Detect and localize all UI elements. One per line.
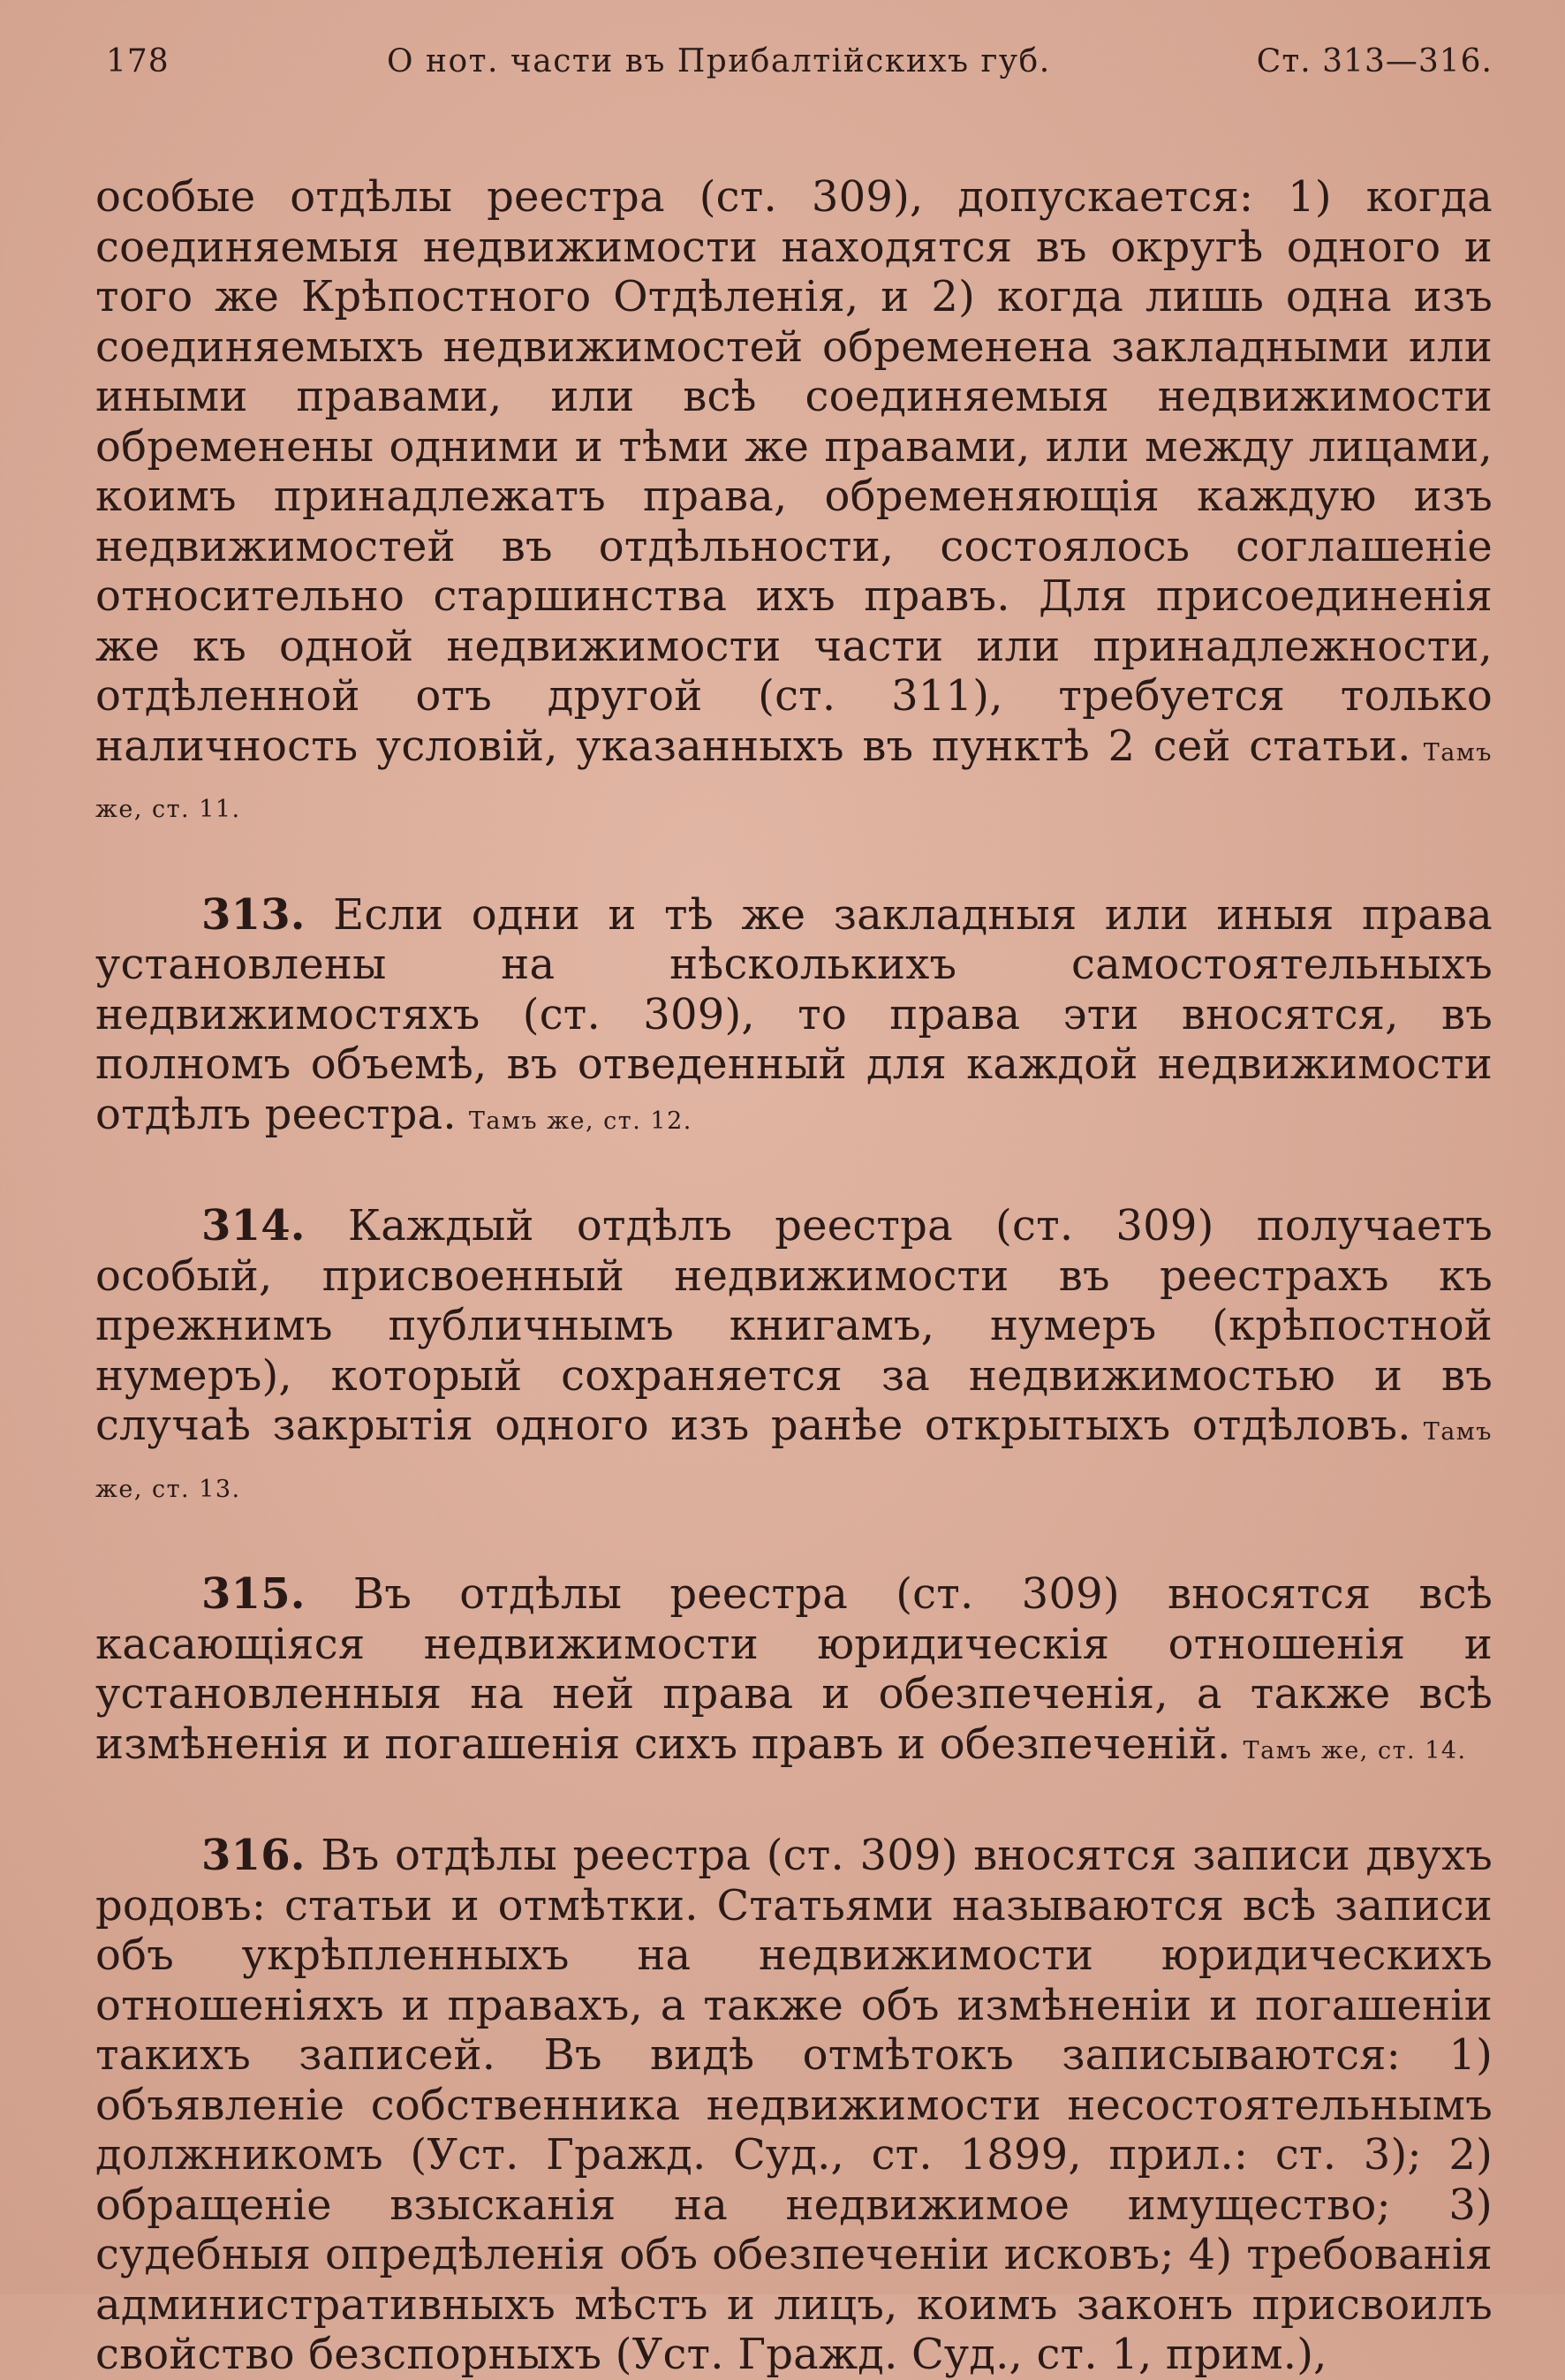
- source-reference: Тамъ же, ст. 12.: [468, 1107, 692, 1135]
- paragraph-text: Въ отдѣлы реестра (ст. 309) вносятся записи двухъ родовъ: статьи и отмѣтки. Статьями называются всѣ записи объ укрѣпленныхъ на недвижимости юридическихъ отношеніяхъ и правахъ, а также объ измѣненіи и погашеніи такихъ записей. Въ видѣ отмѣтокъ записываются: 1) объявленіе собственника недвижимости несостоятельнымъ должникомъ (Уст. Гражд. Суд., ст. 1899, прил.: ст. 3); 2) обращеніе взысканія на недвижимое имущество; 3) судебныя опредѣленія объ обезпеченіи исковъ; 4) требованія административныхъ мѣстъ и лицъ, коимъ законъ присвоилъ свойство безспорныхъ (Уст. Гражд. Суд., ст. 1, прим.),: [95, 1831, 1493, 2379]
- article-315: [95, 1569, 1493, 1776]
- running-title: О нот. части въ Прибалтійскихъ губ.: [387, 43, 1051, 79]
- article-number: 316.: [201, 1831, 306, 1880]
- book-page: [95, 35, 1493, 2379]
- source-reference: Тамъ же, ст. 14.: [1243, 1736, 1467, 1764]
- paragraph-continuation: [95, 172, 1493, 835]
- article-316: [95, 1831, 1493, 2380]
- article-number: 313.: [201, 889, 306, 940]
- paragraph-text: особые отдѣлы реестра (ст. 309), допускается: 1) когда соединяемыя недвижимости находятся въ округѣ одного и того же Крѣпостного Отдѣленія, и 2) когда лишь одна изъ соединяемыхъ недвижимостей обременена закладными или иными правами, или всѣ соединяемыя недвижимости обременены одними и тѣми же правами, или между лицами, коимъ принадлежатъ права, обременяющія каждую изъ недвижимостей въ отдѣльности, состоялось соглашеніе относительно старшинства ихъ правъ. Для присоединенія же къ одной недвижимости части или принадлежности, отдѣленной отъ другой (ст. 311), требуется только наличность условій, указанныхъ въ пунктѣ 2 сей статьи.: [95, 172, 1493, 771]
- body-text: [95, 172, 1493, 2380]
- article-number: 315.: [201, 1569, 306, 1619]
- paragraph-text: Въ отдѣлы реестра (ст. 309) вносятся всѣ касающіяся недвижимости юридическія отношенія и установленныя на ней права и обезпеченія, а также всѣ измѣненія и погашенія сихъ правъ и обезпеченій.: [95, 1569, 1493, 1769]
- article-number: 314.: [201, 1201, 306, 1250]
- source-reference: Тамъ же, ст. 13.: [95, 1418, 1493, 1503]
- article-313: [95, 890, 1493, 1147]
- article-range: Ст. 313—316.: [1256, 43, 1493, 79]
- source-reference: Тамъ же, ст. 11.: [95, 738, 1493, 823]
- article-314: [95, 1201, 1493, 1515]
- page-number: 178: [106, 43, 170, 79]
- paragraph-text: Каждый отдѣлъ реестра (ст. 309) получаетъ особый, присвоенный недвижимости въ реестрахъ къ прежнимъ публичнымъ книгамъ, нумеръ (крѣпостной нумеръ), который сохраняется за недвижимостью и въ случаѣ закрытія одного изъ ранѣе открытыхъ отдѣловъ.: [95, 1201, 1493, 1450]
- paragraph-text: Если одни и тѣ же закладныя или иныя права установлены на нѣсколькихъ самостоятельныхъ недвижимостяхъ (ст. 309), то права эти вносятся, въ полномъ объемѣ, въ отведенный для каждой недвижимости отдѣлъ реестра.: [95, 889, 1493, 1139]
- running-head: [95, 35, 1493, 88]
